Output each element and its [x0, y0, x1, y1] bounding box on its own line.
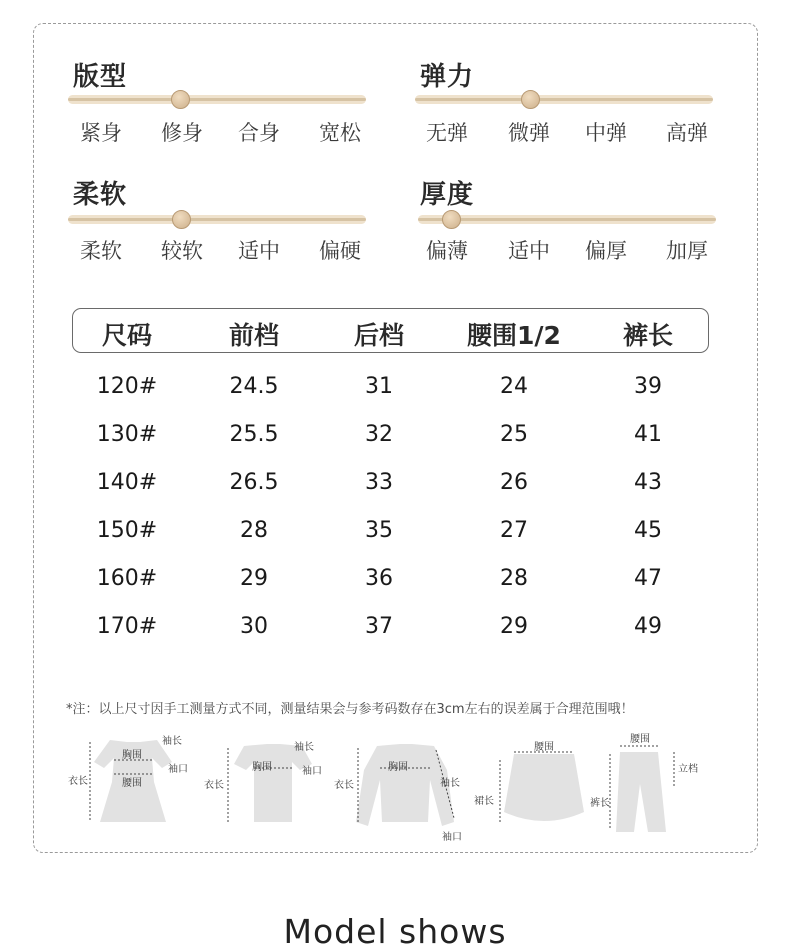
attr-title-thickness: 厚度	[420, 180, 475, 210]
table-cell: 26	[500, 470, 528, 495]
table-cell: 160#	[96, 566, 158, 591]
softness-option: 偏硬	[319, 239, 361, 263]
longsleeve-length-label: 衣长	[334, 780, 354, 791]
fit-option: 宽松	[319, 121, 361, 145]
fit-option: 修身	[161, 121, 203, 145]
thickness-option: 偏薄	[426, 239, 468, 263]
elasticity-option: 微弹	[508, 121, 550, 145]
thickness-option: 适中	[508, 239, 550, 263]
table-cell: 24.5	[229, 374, 279, 399]
measurement-note: *注：以上尺寸因手工测量方式不同，测量结果会与参考码数存在3cm左右的误差属于合理范围哦！	[66, 702, 634, 717]
softness-option: 较软	[161, 239, 203, 263]
table-cell: 32	[365, 422, 393, 447]
table-cell: 28	[500, 566, 528, 591]
elasticity-option: 高弹	[666, 121, 708, 145]
fit-option: 紧身	[80, 121, 122, 145]
table-cell: 140#	[96, 470, 158, 495]
tshirt-length-label: 衣长	[204, 780, 224, 791]
tshirt-sleeve-label: 袖长	[294, 742, 314, 753]
tshirt-shape	[234, 744, 312, 822]
table-cell: 29	[500, 614, 528, 639]
longsleeve-cuff-label: 袖口	[442, 832, 462, 843]
fit-slider-track	[68, 95, 366, 104]
thickness-option: 加厚	[666, 239, 708, 263]
longsleeve-sleeve-label: 袖长	[440, 778, 460, 789]
elasticity-option: 无弹	[426, 121, 468, 145]
table-cell: 47	[634, 566, 662, 591]
table-cell: 39	[634, 374, 662, 399]
table-cell: 130#	[96, 422, 158, 447]
dress-cuff-label: 袖口	[168, 764, 188, 775]
header-back-rise: 后档	[353, 321, 404, 350]
dress-waist-label: 腰围	[122, 778, 142, 789]
softness-option: 适中	[238, 239, 280, 263]
header-length: 裤长	[622, 321, 673, 350]
pants-length-label: 裤长	[590, 798, 610, 809]
fit-slider-knob	[171, 90, 190, 109]
elasticity-option: 中弹	[585, 121, 627, 145]
tshirt-chest-label: 胸围	[252, 762, 272, 773]
pants-shape	[616, 752, 666, 832]
table-cell: 30	[240, 614, 268, 639]
table-cell: 29	[240, 566, 268, 591]
table-cell: 25	[500, 422, 528, 447]
attr-title-fit: 版型	[73, 62, 128, 92]
pants-rise-label: 立档	[678, 764, 698, 775]
header-size: 尺码	[101, 321, 152, 350]
thickness-slider-track	[418, 215, 716, 224]
thickness-slider-knob	[442, 210, 461, 229]
dress-sleeve-label: 袖长	[162, 736, 182, 747]
elasticity-slider-track	[415, 95, 713, 104]
table-cell: 24	[500, 374, 528, 399]
table-cell: 41	[634, 422, 662, 447]
table-cell: 31	[365, 374, 393, 399]
header-front-rise: 前档	[228, 321, 279, 350]
table-cell: 170#	[96, 614, 158, 639]
table-cell: 27	[500, 518, 528, 543]
table-cell: 28	[240, 518, 268, 543]
table-cell: 150#	[96, 518, 158, 543]
table-cell: 43	[634, 470, 662, 495]
table-cell: 25.5	[229, 422, 279, 447]
table-cell: 120#	[96, 374, 158, 399]
skirt-shape	[504, 754, 584, 821]
header-waist: 腰围1/2	[467, 321, 561, 350]
softness-option: 柔软	[80, 239, 122, 263]
table-cell: 45	[634, 518, 662, 543]
table-cell: 35	[365, 518, 393, 543]
table-cell: 33	[365, 470, 393, 495]
fit-option: 合身	[238, 121, 280, 145]
dress-length-label: 衣长	[68, 776, 88, 787]
tshirt-cuff-label: 袖口	[302, 766, 322, 777]
table-cell: 26.5	[229, 470, 279, 495]
garment-diagrams	[62, 730, 727, 845]
attr-title-elasticity: 弹力	[420, 62, 475, 92]
table-cell: 49	[634, 614, 662, 639]
elasticity-slider-knob	[521, 90, 540, 109]
skirt-length-label: 裙长	[474, 796, 494, 807]
skirt-waist-label: 腰围	[534, 742, 554, 753]
table-cell: 36	[365, 566, 393, 591]
longsleeve-chest-label: 胸围	[388, 762, 408, 773]
attr-title-softness: 柔软	[73, 180, 128, 210]
model-shows-title: Model shows	[283, 912, 507, 951]
pants-waist-label: 腰围	[630, 734, 650, 745]
dress-chest-label: 胸围	[122, 750, 142, 761]
thickness-option: 偏厚	[585, 239, 627, 263]
table-cell: 37	[365, 614, 393, 639]
softness-slider-track	[68, 215, 366, 224]
